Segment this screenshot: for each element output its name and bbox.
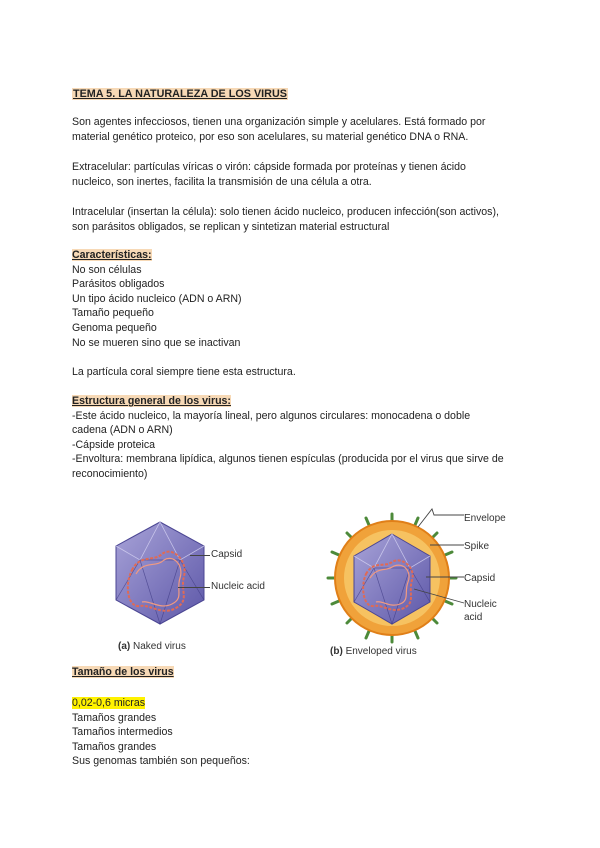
naked-capsid-label: Capsid [211,549,243,560]
tamano-line: Tamaños grandes [72,711,157,724]
estructura-line: cadena (ADN o ARN) [72,424,173,437]
capsid-pointer [190,555,210,556]
extracelular-paragraph [72,160,466,189]
envelope-label: Envelope [464,513,506,524]
caption-letter: (b) [330,646,343,657]
caracteristicas-section [72,248,242,350]
intracelular-line: son parásitos obligados, se replican y sintetizan material estructural [72,220,390,233]
tamano-line: Sus genomas también son pequeños: [72,755,250,768]
enveloped-pointers [410,505,466,615]
list-item: No son células [72,263,142,276]
tamano-line: Tamaños intermedios [72,726,173,739]
list-item: Parásitos obligados [72,278,165,291]
extracelular-line: Extracelular: partículas víricas o virón: cápside formada por proteínas y tienen ácido [72,161,466,173]
estructura-section [72,394,504,482]
enveloped-nucleic-acid-label [464,598,497,624]
nucleic-word: Nucleic [464,599,497,610]
caption-letter: (a) [118,641,131,652]
enveloped-virus-caption [330,646,417,657]
page-title: TEMA 5. LA NATURALEZA DE LOS VIRUS [73,88,287,100]
nucleic-acid-pointer [178,587,210,588]
intracelular-paragraph [72,205,499,234]
enveloped-capsid-label: Capsid [464,573,496,584]
estructura-line: -Envoltura: membrana lipídica, algunos tienen espículas (producida por el virus que sirve de [72,453,504,466]
estructura-line: -Este ácido nucleico, la mayoría lineal, pero algunos circulares: monocadena o doble [72,409,471,422]
tamano-heading-row [72,666,174,678]
estructura-line: reconocimiento) [72,467,148,480]
list-item: Genoma pequeño [72,321,157,334]
naked-nucleic-acid-label: Nucleic acid [211,581,265,592]
tamano-heading: Tamaño de los virus [72,666,174,678]
extracelular-line: nucleico, son inertes, facilita la transmisión de una célula a otra. [72,175,372,188]
tamano-highlight: 0,02-0,6 micras [72,697,146,709]
caption-text: Enveloped virus [345,646,417,657]
list-item: No se mueren sino que se inactivan [72,336,241,349]
list-item: Un tipo ácido nucleico (ADN o ARN) [72,292,242,305]
intracelular-line: Intracelular (insertan la célula): solo tienen ácido nucleico, producen infección(son activos), [72,206,499,218]
intro-line: material genético proteico, por eso son acelulares, su material genético DNA o RNA. [72,130,469,143]
spike-label: Spike [464,541,490,552]
coral-sentence: La partícula coral siempre tiene esta estructura. [72,366,296,378]
acid-word: acid [464,612,483,623]
estructura-line: -Cápside proteica [72,438,156,451]
naked-virus-illustration [110,520,210,628]
intro-line: Son agentes infecciosos, tienen una organización simple y acelulares. Está formado por [72,116,486,128]
tamano-section [72,696,250,769]
intro-paragraph [72,115,485,144]
caracteristicas-heading: Características: [72,249,152,261]
list-item: Tamaño pequeño [72,307,154,320]
caption-text: Naked virus [133,641,186,652]
tamano-line: Tamaños grandes [72,740,157,753]
naked-virus-caption [118,641,186,652]
estructura-heading: Estructura general de los virus: [72,395,231,407]
